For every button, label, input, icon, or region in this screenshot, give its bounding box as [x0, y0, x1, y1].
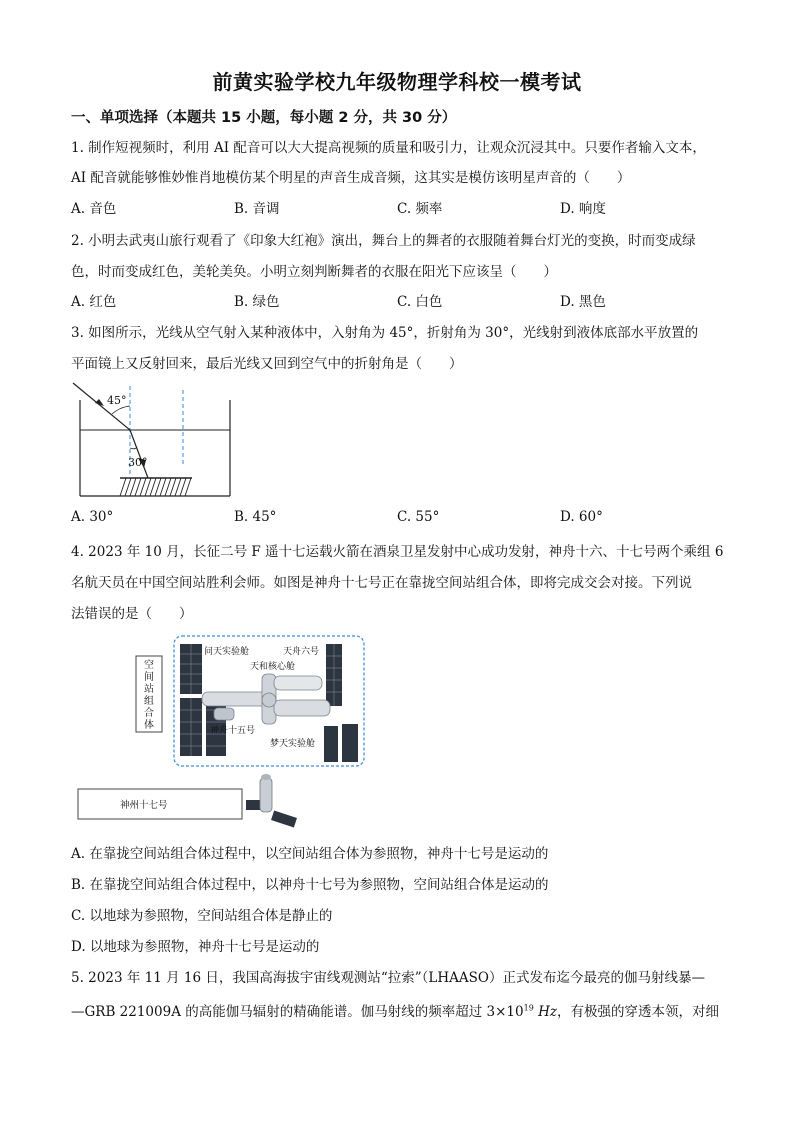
label-mengtian: 梦天实验舱: [270, 739, 316, 749]
q3-option-d[interactable]: D. 60°: [560, 509, 603, 525]
q3-option-c[interactable]: C. 55°: [397, 509, 440, 525]
frequency-exponent: 19: [523, 1003, 534, 1013]
q5-line2: [71, 1000, 719, 1020]
q1-option-a[interactable]: A. 音色: [71, 201, 117, 217]
refracted-ray: [130, 430, 148, 478]
label-tianhe: 天和核心舱: [250, 662, 296, 672]
q2-option-d[interactable]: D. 黑色: [560, 294, 606, 310]
frequency-unit: Hz: [533, 1004, 557, 1020]
q1-option-b[interactable]: B. 音调: [234, 201, 280, 217]
mirror-hatching: [120, 478, 191, 496]
q4-line2: 名航天员在中国空间站胜利会师。如图是神舟十七号正在靠拢空间站组合体，即将完成交会对接。下列说: [71, 575, 692, 591]
q3-line1: 3. 如图所示，光线从空气射入某种液体中，入射角为 45°，折射角为 30°，光线射到液体底部水平放置的: [71, 325, 699, 341]
q2-option-c[interactable]: C. 白色: [397, 294, 443, 310]
q1-option-d[interactable]: D. 响度: [560, 201, 606, 217]
space-station-figure: [74, 634, 374, 830]
q2-option-a[interactable]: A. 红色: [71, 294, 117, 310]
q4-option-c[interactable]: C. 以地球为参照物，空间站组合体是静止的: [71, 908, 333, 924]
refraction-diagram: [68, 378, 243, 502]
q4-line1: 4. 2023 年 10 月，长征二号 F 遥十七运载火箭在酒泉卫星发射中心成功发射，神舟十六、十七号两个乘组 6: [71, 544, 724, 560]
label-tianzhou: 天舟六号: [283, 647, 320, 657]
q2-line2: 色，时而变成红色，美轮美奂。小明立刻判断舞者的衣服在阳光下应该呈（ ）: [71, 264, 557, 280]
q5-line1: 5. 2023 年 11 月 16 日，我国高海拔宇宙线观测站“拉索”（LHAASO）正式发布迄今最亮的伽马射线暴—: [71, 970, 705, 986]
q3-line2: 平面镜上又反射回来，最后光线又回到空气中的折射角是（ ）: [71, 356, 463, 372]
gamma-frequency: [487, 1004, 557, 1020]
q5-line2-end: ，有极强的穿透本领，对细: [557, 1004, 719, 1020]
q4-option-a[interactable]: A. 在靠拢空间站组合体过程中，以空间站组合体为参照物，神舟十七号是运动的: [71, 846, 549, 862]
q4-option-b[interactable]: B. 在靠拢空间站组合体过程中，以神舟十七号为参照物，空间站组合体是运动的: [71, 877, 549, 893]
shenzhou17-spacecraft-icon: [246, 774, 297, 827]
q1-line2: AI 配音就能够惟妙惟肖地模仿某个明星的声音生成音频，这其实是模仿该明星声音的（ ）: [71, 170, 631, 186]
page-title: 前黄实验学校九年级物理学科校一模考试: [212, 70, 582, 94]
q1-line1: 1. 制作短视频时，利用 AI 配音可以大大提高视频的质量和吸引力，让观众沉浸其中。只要作者输入文本，: [71, 140, 706, 156]
incident-angle-arc: [112, 406, 130, 414]
q4-option-d[interactable]: D. 以地球为参照物，神舟十七号是运动的: [71, 939, 320, 955]
label-shenzhou17: 神州十七号: [120, 800, 168, 811]
q4-line3: 法错误的是（ ）: [71, 606, 193, 622]
section-heading: 一、单项选择（本题共 15 小题，每小题 2 分，共 30 分）: [71, 110, 457, 126]
q2-option-b[interactable]: B. 绿色: [234, 294, 280, 310]
angle-label-30: 30°: [128, 456, 148, 469]
side-label-text: 空间站组合体: [144, 660, 154, 731]
frequency-base: 3×10: [486, 1004, 524, 1020]
q3-option-a[interactable]: A. 30°: [71, 509, 114, 525]
q1-option-c[interactable]: C. 频率: [397, 201, 443, 217]
q5-line2-start: —GRB 221009A 的高能伽马辐射的精确能谱。伽马射线的频率超过: [71, 1004, 487, 1020]
q2-line1: 2. 小明去武夷山旅行观看了《印象大红袍》演出，舞台上的舞者的衣服随着舞台灯光的变换，时而变成绿: [71, 233, 696, 249]
label-shenzhou15: 神舟十五号: [210, 726, 256, 736]
label-wentian: 问天实验舱: [204, 647, 250, 657]
angle-label-45: 45°: [107, 394, 127, 407]
q3-option-b[interactable]: B. 45°: [234, 509, 277, 525]
